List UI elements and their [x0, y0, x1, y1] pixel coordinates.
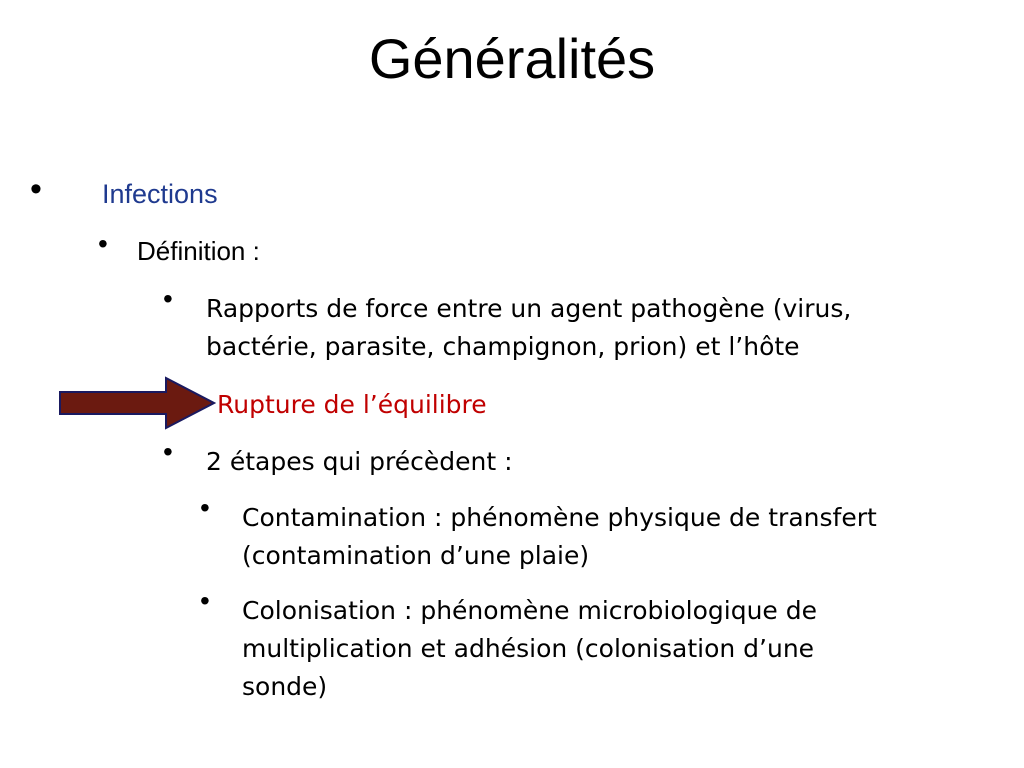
bullet-steps: • [163, 436, 173, 467]
definition-text [206, 290, 996, 366]
arrow-shape [60, 378, 214, 428]
contamination-line-2: (contamination d’une plaie) [242, 541, 590, 570]
contamination-line-1: Contamination : phénomène physique de transfert [242, 503, 877, 532]
bullet-level1: • [30, 170, 42, 208]
definition-line-2: bactérie, parasite, champignon, prion) et l’hôte [206, 332, 800, 361]
colonisation-line-3: sonde) [242, 672, 328, 701]
steps-intro: 2 étapes qui précèdent : [206, 447, 513, 476]
colonisation-line-2: multiplication et adhésion (colonisation d’une [242, 634, 815, 663]
infections-heading: Infections [102, 179, 218, 209]
bullet-colonisation: • [200, 585, 210, 616]
colonisation-line-1: Colonisation : phénomène microbiologique de [242, 596, 817, 625]
slide-title: Généralités [368, 27, 656, 90]
bullet-definition: • [163, 283, 173, 314]
definition-line-1: Rapports de force entre un agent pathogène (virus, [206, 294, 852, 323]
bullet-contamination: • [200, 492, 210, 523]
definition-label: Définition : [137, 236, 260, 266]
colonisation-text [242, 592, 1002, 706]
bullet-level2: • [98, 228, 108, 259]
right-arrow-icon [58, 376, 216, 430]
contamination-text [242, 499, 1002, 575]
rupture-label: Rupture de l’équilibre [217, 390, 487, 419]
